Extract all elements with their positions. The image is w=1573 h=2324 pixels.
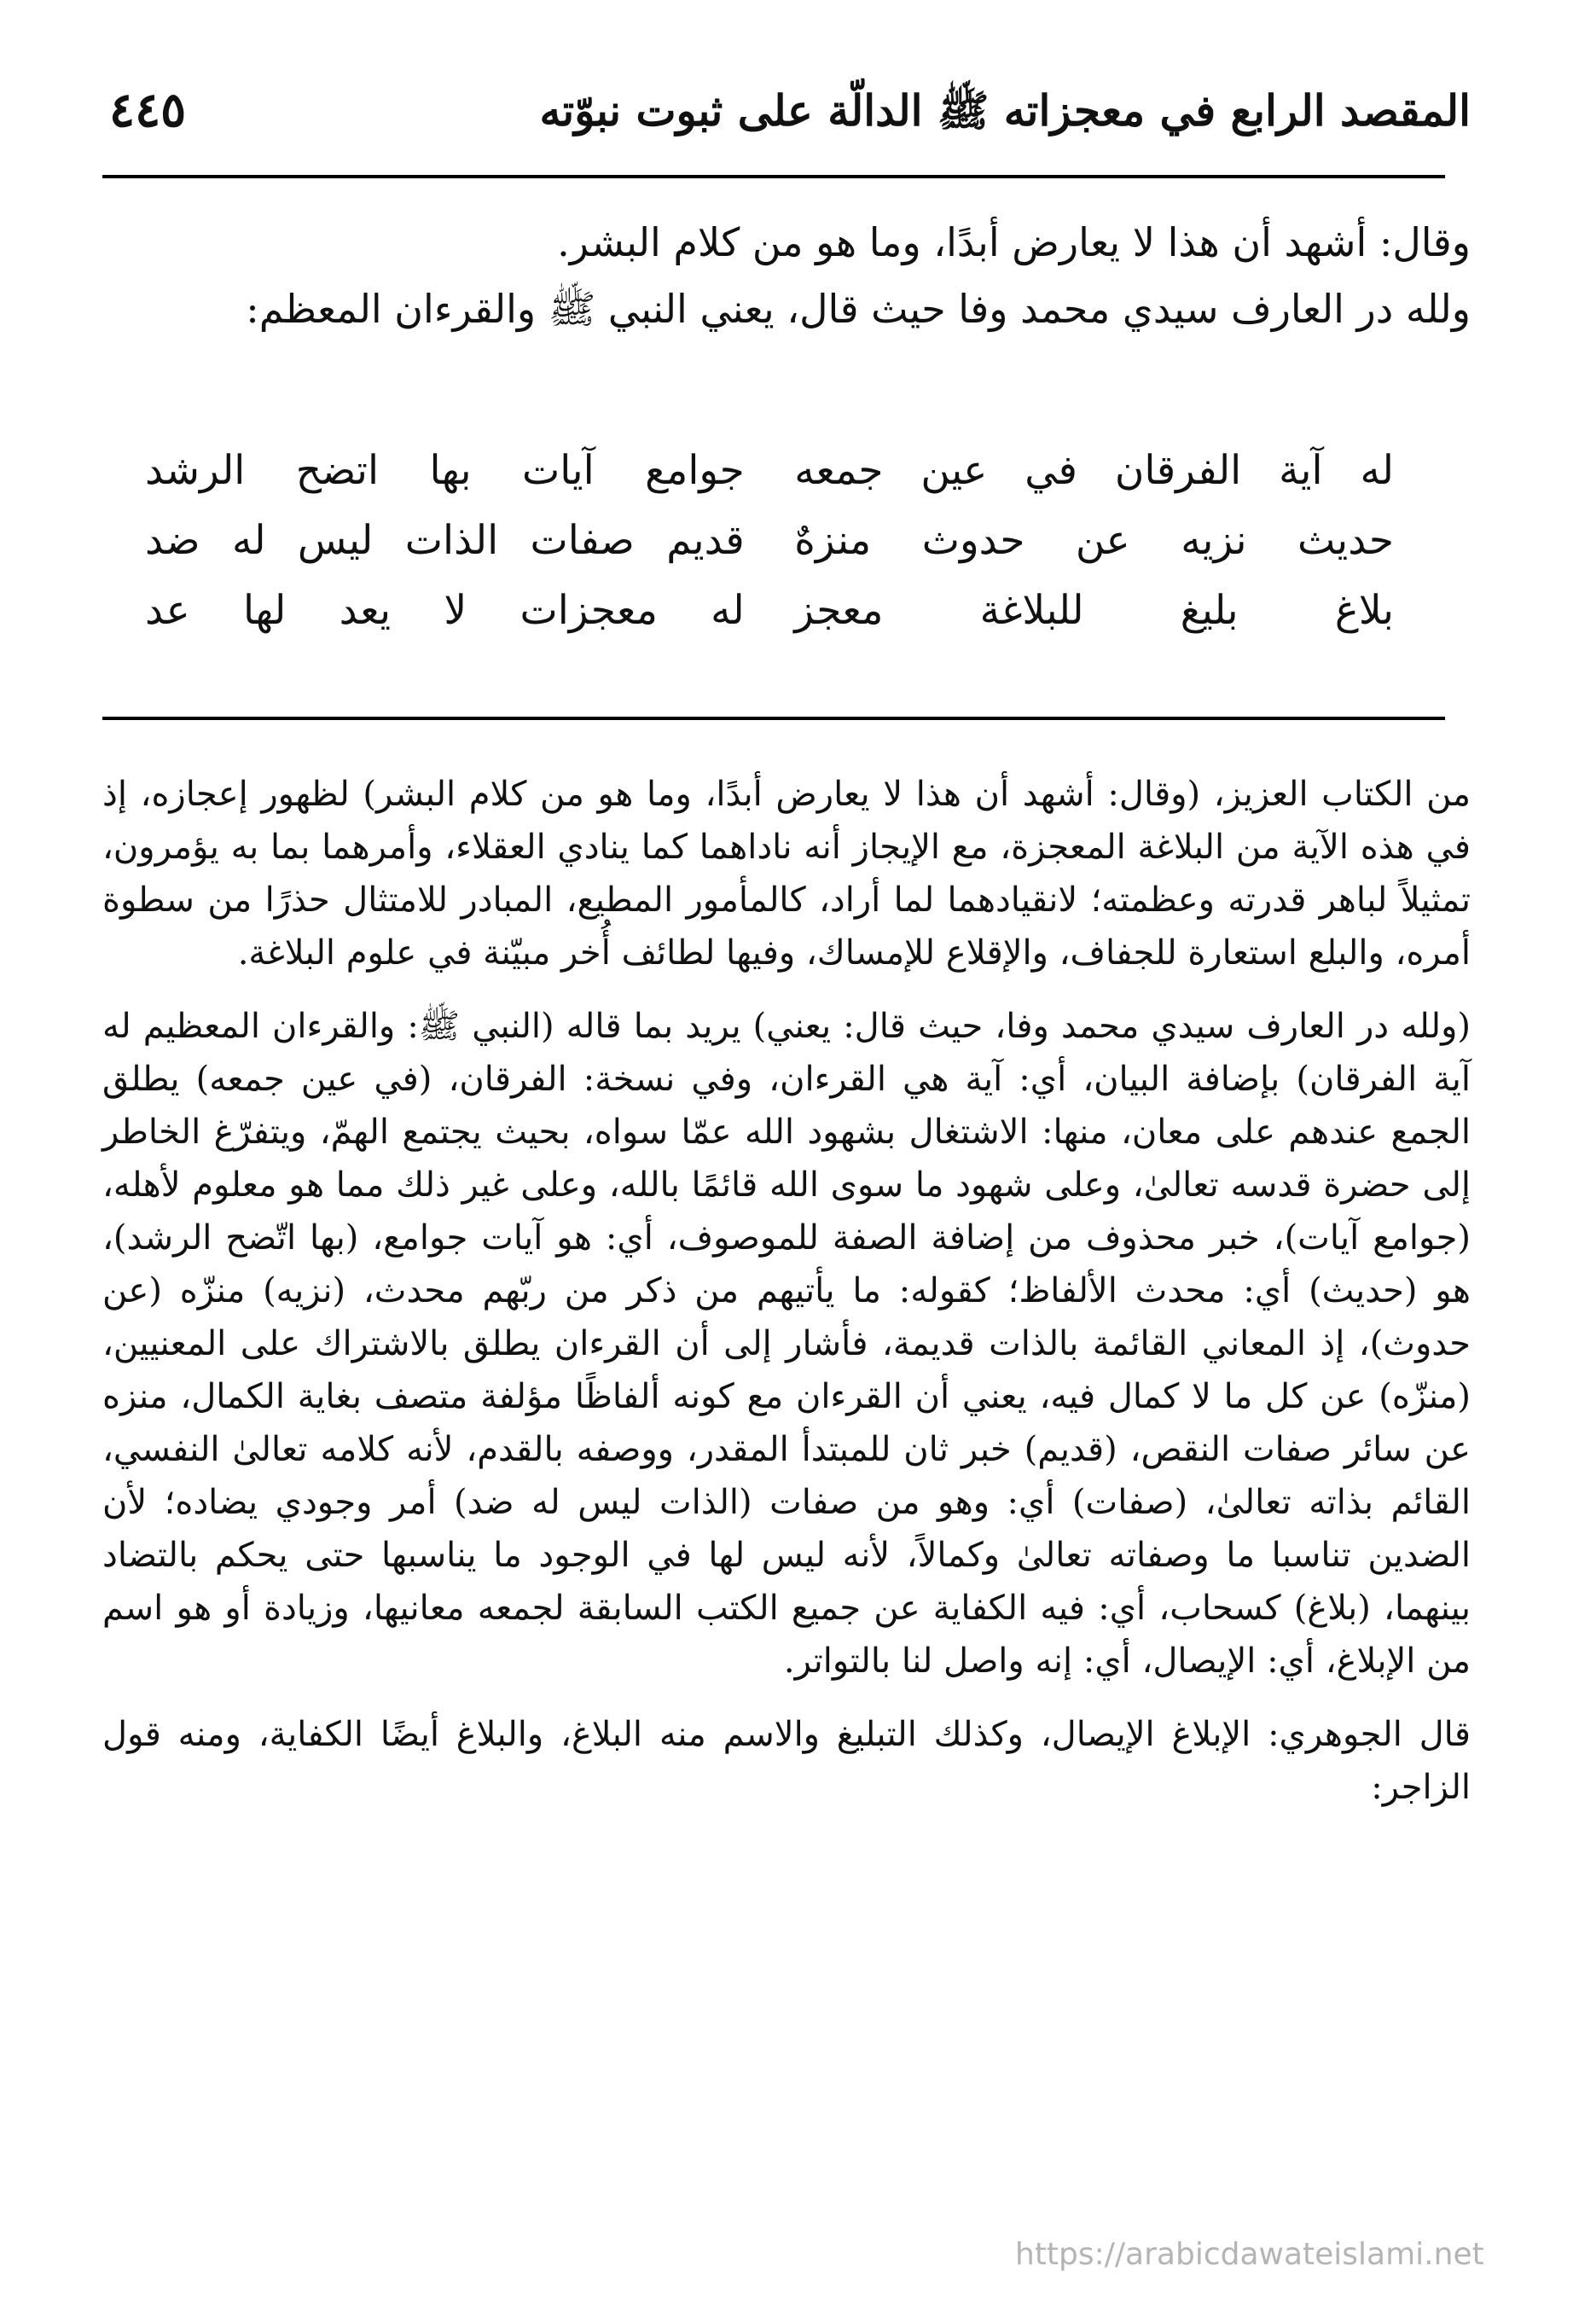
running-title: المقصد الرابع في معجزاته ﷺ الدالّة على ثبوت نبوّته [539,85,1471,136]
verse-second-hemistich: قديم صفات الذات ليس له ضد [145,516,745,564]
section-divider [102,717,1445,720]
commentary-text [102,768,1471,1826]
header-rule [102,175,1445,178]
poem-verses [145,435,1394,645]
verse-first-hemistich: بلاغ بليغ للبلاغة معجز [794,586,1394,634]
main-text-line: ولله در العارف سيدي محمد وفا حيث قال، يعني النبي ﷺ والقرءان المعظم: [246,286,1471,332]
page-header [102,67,1471,169]
verse-first-hemistich: له آية الفرقان في عين جمعه [794,446,1394,494]
watermark-url: https://arabicdawateislami.net [1015,2237,1484,2272]
commentary-paragraph: قال الجوهري: الإبلاغ الإيصال، وكذلك التبليغ والاسم منه البلاغ، والبلاغ أيضًا الكفاية، ومنه قول الزاجر: [102,1715,1471,1807]
commentary-paragraph: من الكتاب العزيز، (وقال: أشهد أن هذا لا يعارض أبدًا، وما هو من كلام البشر) لظهور إعجازه، إذ في هذه الآية من البلاغة المعجزة، مع الإيجاز أنه ناداهما كما ينادي العقلاء، وأمرهما بما به يؤمرون، تمثيلاً لباهر قدرته وعظمته؛ لانقيادهما لما أراد، كالمأمور المطيع، المبادر للامتثال حذرًا من سطوة أمره، والبلع استعارة للجفاف، والإقلاع للإمساك، وفيها لطائف أُخر مبيّنة في علوم البلاغة. [102,775,1471,973]
verse-first-hemistich: حديث نزيه عن حدوث منزهٌ [794,516,1394,564]
main-text [128,209,1471,342]
verse-second-hemistich: له معجزات لا يعد لها عد [145,586,745,634]
page-number: ٤٤٥ [109,82,187,138]
commentary-paragraph: (ولله در العارف سيدي محمد وفا، حيث قال: يعني) يريد بما قاله (النبي ﷺ: والقرءان المعظيم له آية الفرقان) بإضافة البيان، أي: آية هي القرءان، وفي نسخة: الفرقان، (في عين جمعه) يطلق الجمع عندهم على معان، منها: الاشتغال بشهود الله عمّا سواه، بحيث يجتمع الهمّ، ويتفرّغ الخاطر إلى حضرة قدسه تعالىٰ، وعلى شهود ما سوى الله قائمًا بالله، وعلى غير ذلك مما هو معلوم لأهله، (جوامع آيات)، خبر محذوف من إضافة الصفة للموصوف، أي: هو آيات جوامع، (بها اتّضح الرشد)، هو (حديث) أي: محدث الألفاظ؛ كقوله: ما يأتيهم من ذكر من ربّهم محدث، (نزيه) منزّه (عن حدوث)، إذ المعاني القائمة بالذات قديمة، فأشار إلى أن القرءان يطلق بالاشتراك على المعنيين، (منزّه) عن كل ما لا كمال فيه، يعني أن القرءان مع كونه ألفاظًا مؤلفة متصف بغاية الكمال، منزه عن سائر صفات النقص، (قديم) خبر ثان للمبتدأ المقدر، ووصفه بالقدم، لأنه كلامه تعالىٰ النفسي، القائم بذاته تعالىٰ، (صفات) أي: وهو من صفات (الذات ليس له ضد) أمر وجودي يضاده؛ لأن الضدين تناسبا ما وصفاته تعالىٰ وكمالاً، لأنه ليس لها في الوجود ما يناسبها حتى يحكم بالتضاد بينهما، (بلاغ) كسحاب، أي: فيه الكفاية عن جميع الكتب السابقة لجمعه معانيها، وزيادة أو هو اسم من الإبلاغ، أي: الإيصال، أي: إنه واصل لنا بالتواتر. [102,1007,1471,1681]
main-text-line: وقال: أشهد أن هذا لا يعارض أبدًا، وما هو من كلام البشر. [557,219,1471,265]
verse-row [145,435,1394,505]
verse-second-hemistich: جوامع آيات بها اتضح الرشد [145,446,745,494]
verse-row [145,505,1394,575]
verse-row [145,575,1394,645]
